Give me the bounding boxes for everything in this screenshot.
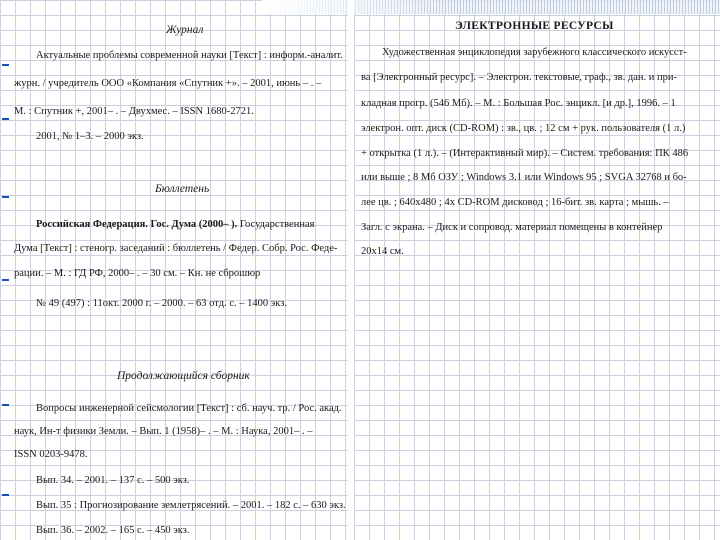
bulletin-line: рации. – М. : ГД РФ, 2000– . – 30 см. – Кн. не сброшюр [14,268,261,279]
bulletin-line: Дума [Текст] : стеногр. заседаний : бюллетень / Федер. Собр. Рос. Феде- [14,243,338,254]
resource-line: Загл. с экрана. – Диск и сопровод. материал помещены в контейнер [361,222,663,233]
journal-line: журн. / учредитель ООО «Компания «Спутник +». – 2001, июнь – . – [14,78,322,89]
bulletin-heading: Бюллетень [155,183,210,195]
bulletin-line-rest: Государственная [237,219,315,230]
margin-mark [2,404,9,406]
bulletin-author-bold: Российская Федерация. Гос. Дума (2000– ). [36,219,238,230]
journal-line: 2001, № 1–3. – 2000 экз. [36,131,144,142]
journal-line: Актуальные проблемы современной науки [Текст] : информ.-аналит. [36,50,343,61]
electronic-resources-heading: ЭЛЕКТРОННЫЕ РЕСУРСЫ [455,20,614,32]
serial-line: Вып. 35 : Прогнозирование землетрясений. – 2001. – 182 с. – 630 экз. [36,500,346,511]
bulletin-line [36,219,314,231]
margin-mark [2,118,9,120]
resource-line: кладная прогр. (546 Мб). – М. : Большая Рос. энцикл. [и др.], 1996. – 1 [361,98,676,109]
journal-line: М. : Спутник +, 2001– . – Двухмес. – ISSN 1680-2721. [14,106,254,117]
serial-line: Вопросы инженерной сейсмологии [Текст] : сб. науч. тр. / Рос. акад. [36,403,342,414]
resource-line: или выше ; 8 Мб ОЗУ ; Windows 3.1 или Windows 95 ; SVGA 32768 и бо- [361,172,687,183]
resource-line: 20х14 см. [361,246,404,257]
margin-mark [2,64,9,66]
column-divider [348,0,354,540]
serial-line: наук, Ин-т физики Земли. – Вып. 1 (1958)– . – М. : Наука, 2001– . – [14,426,313,437]
resource-line: лее цв. ; 640х480 ; 4х CD-ROM дисковод ; 16-бит. зв. карта ; мышь. – [361,197,669,208]
bulletin-line: № 49 (497) : 11окт. 2000 г. – 2000. – 63 отд. с. – 1400 экз. [36,298,287,309]
serial-heading: Продолжающийся сборник [117,370,250,382]
margin-mark [2,196,9,198]
resource-line: ва [Электронный ресурс]. – Электрон. текстовые, граф., зв. дан. и при- [361,72,677,83]
serial-line: Вып. 34. – 2001. – 137 с. – 500 экз. [36,475,190,486]
journal-heading: Журнал [166,24,204,36]
serial-line: ISSN 0203-9478. [14,449,88,460]
resource-line: электрон. опт. диск (CD-ROM) : зв., цв. ; 12 см + рук. пользователя (1 л.) [361,123,686,134]
resource-line: + открытка (1 л.). – (Интерактивный мир). – Систем. требования: ПК 486 [361,148,689,159]
margin-mark [2,279,9,281]
top-band-fade [262,0,720,14]
serial-line: Вып. 36. – 2002. – 165 с. – 450 экз. [36,525,190,536]
margin-mark [2,494,9,496]
resource-line: Художественная энциклопедия зарубежного классического искусст- [382,47,687,58]
